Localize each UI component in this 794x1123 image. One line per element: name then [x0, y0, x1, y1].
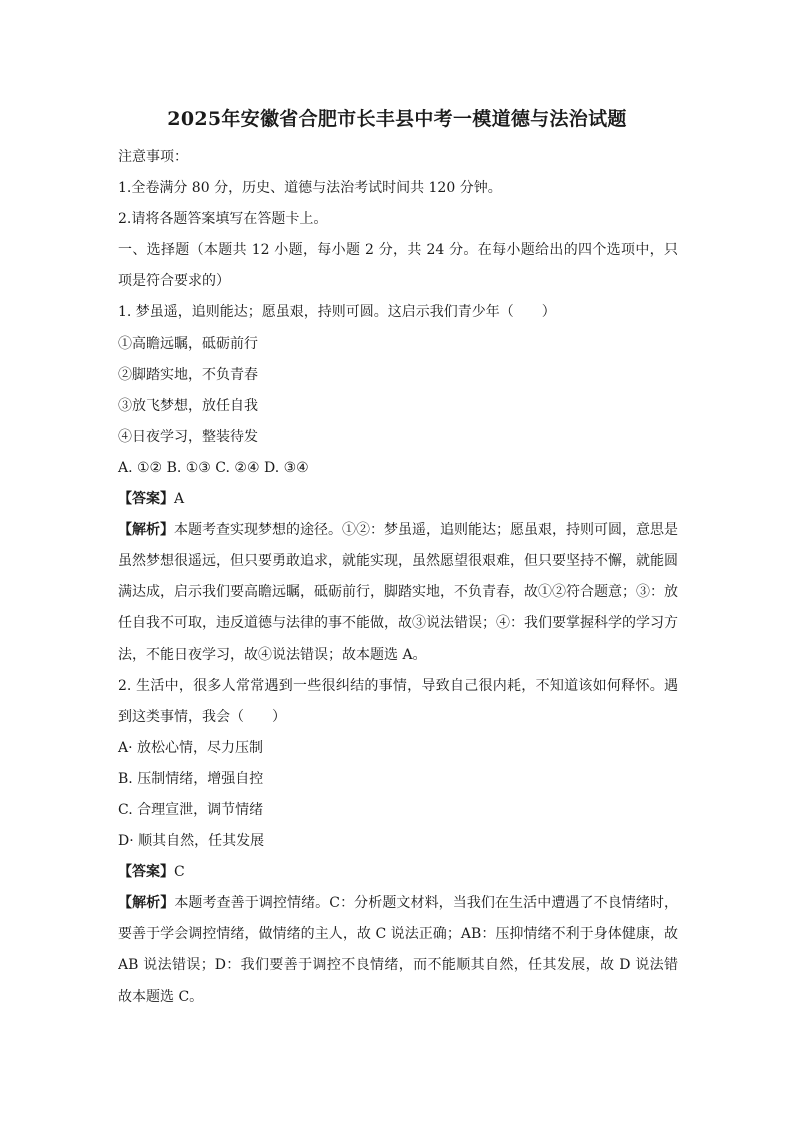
- question-1-options: A. ①② B. ①③ C. ②④ D. ③④: [118, 459, 309, 476]
- answer-label: 【答案】: [118, 491, 174, 508]
- question-2-option: A· 放松心情，尽力压制: [118, 739, 264, 756]
- answer-value: A: [174, 491, 185, 508]
- question-1-answer: [118, 484, 678, 515]
- analysis-text: 本题考查善于调控情绪。C：分析题文材料，当我们在生活中遭遇了不良情绪时，: [174, 895, 678, 912]
- question-1-analysis: 法，不能日夜学习，故④说法错误；故本题选 A。: [118, 646, 427, 663]
- analysis-text: 本题考查实现梦想的途径。①②：梦虽遥，追则能达；愿虽艰，持则可圆，意思是: [174, 522, 678, 539]
- question-2-stem: 2. 生活中，很多人常常遇到一些很纠结的事情，导致自己很内耗，不知道该如何释怀。遇: [118, 677, 678, 694]
- section-heading-cont: 项是符合要求的）: [118, 273, 230, 290]
- question-2-option: C. 合理宣泄，调节情绪: [118, 801, 264, 818]
- answer-value: C: [174, 864, 185, 881]
- question-1-statement: ③放飞梦想，放任自我: [118, 397, 258, 414]
- page-title: 2025年安徽省合肥市长丰县中考一模道德与法治试题: [167, 108, 627, 130]
- question-1-analysis: 虽然梦想很遥远，但只要勇敢追求，就能实现，虽然愿望很艰难，但只要坚持不懈，就能圆: [118, 553, 678, 570]
- notice-item: 1.全卷满分 80 分，历史、道德与法治考试时间共 120 分钟。: [118, 180, 502, 197]
- question-2-analysis: [118, 888, 678, 919]
- question-2-analysis: 要善于学会调控情绪，做情绪的主人，故 C 说法正确；AB：压抑情绪不利于身体健康，故: [118, 926, 678, 943]
- question-1-stem: 1. 梦虽遥，追则能达；愿虽艰，持则可圆。这启示我们青少年（ ）: [118, 304, 556, 321]
- notice-heading: 注意事项：: [118, 149, 188, 165]
- question-2-option: B. 压制情绪，增强自控: [118, 770, 264, 787]
- answer-label: 【答案】: [118, 864, 174, 881]
- question-2-stem: 到这类事情，我会（ ）: [118, 708, 286, 725]
- question-1-analysis: 任自我不可取，违反道德与法律的事不能做，故③说法错误；④：我们要掌握科学的学习方: [118, 615, 678, 632]
- question-1-analysis: 满达成，启示我们要高瞻远瞩，砥砺前行，脚踏实地，不负青春，故①②符合题意；③：放: [118, 584, 678, 601]
- notice-item: 2.请将各题答案填写在答题卡上。: [118, 211, 328, 228]
- question-2-answer: [118, 857, 678, 888]
- analysis-label: 【解析】: [118, 895, 175, 912]
- document-body: [118, 142, 678, 1013]
- question-1-statement: ②脚踏实地，不负青春: [118, 366, 258, 383]
- question-2-option: D· 顺其自然，任其发展: [118, 833, 265, 850]
- question-1-statement: ④日夜学习，整装待发: [118, 428, 258, 445]
- question-2-analysis: 故本题选 C。: [118, 988, 204, 1005]
- question-2-analysis: AB 说法错误；D：我们要善于调控不良情绪，而不能顺其自然，任其发展，故 D 说法错: [118, 957, 678, 974]
- question-1-analysis: [118, 515, 678, 546]
- analysis-label: 【解析】: [118, 522, 174, 539]
- question-1-statement: ①高瞻远瞩，砥砺前行: [118, 335, 258, 352]
- section-heading: 一、选择题（本题共 12 小题，每小题 2 分，共 24 分。在每小题给出的四个选项中，只: [118, 242, 678, 259]
